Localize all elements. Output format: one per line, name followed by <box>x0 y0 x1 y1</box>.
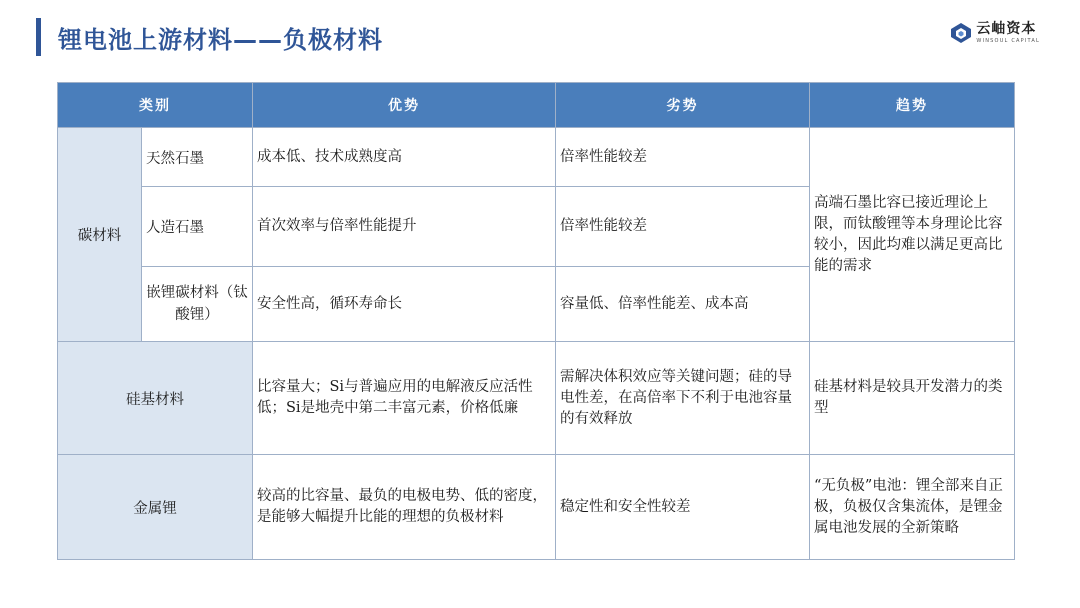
header-disadvantages: 劣势 <box>556 83 810 128</box>
advantage-cell: 较高的比容量、最负的电极电势、低的密度，是能够大幅提升比能的理想的负极材料 <box>253 455 556 560</box>
anode-materials-table <box>57 82 1015 560</box>
header-advantages: 优势 <box>253 83 556 128</box>
table-row <box>58 455 1015 560</box>
disadvantage-cell: 需解决体积效应等关键问题；硅的导电性差，在高倍率下不利于电池容量的有效释放 <box>556 342 810 455</box>
logo-english-name: WINSOUL CAPITAL <box>976 38 1040 44</box>
logo-icon <box>950 22 972 44</box>
trend-silicon: 硅基材料是较具开发潜力的类型 <box>810 342 1015 455</box>
table-row <box>58 128 1015 187</box>
disadvantage-cell: 容量低、倍率性能差、成本高 <box>556 267 810 342</box>
subcategory-artificial-graphite: 人造石墨 <box>142 187 253 267</box>
header-trend: 趋势 <box>810 83 1015 128</box>
advantage-cell: 安全性高，循环寿命长 <box>253 267 556 342</box>
table-header-row <box>58 83 1015 128</box>
header-category: 类别 <box>58 83 253 128</box>
advantage-cell: 首次效率与倍率性能提升 <box>253 187 556 267</box>
trend-lithium-metal: “无负极”电池：锂全部来自正极，负极仅含集流体，是锂金属电池发展的全新策略 <box>810 455 1015 560</box>
table-row <box>58 342 1015 455</box>
category-lithium-metal: 金属锂 <box>58 455 253 560</box>
disadvantage-cell: 倍率性能较差 <box>556 128 810 187</box>
title-accent-bar <box>36 18 41 56</box>
brand-logo <box>950 22 1040 44</box>
logo-chinese-name: 云岫资本 <box>976 21 1037 37</box>
category-silicon: 硅基材料 <box>58 342 253 455</box>
subcategory-lithium-titanate: 嵌锂碳材料（钛酸锂） <box>142 267 253 342</box>
disadvantage-cell: 稳定性和安全性较差 <box>556 455 810 560</box>
subcategory-natural-graphite: 天然石墨 <box>142 128 253 187</box>
page-title: 锂电池上游材料——负极材料 <box>58 26 383 54</box>
advantage-cell: 比容量大；Si与普遍应用的电解液反应活性低；Si是地壳中第二丰富元素，价格低廉 <box>253 342 556 455</box>
category-carbon: 碳材料 <box>58 128 142 342</box>
disadvantage-cell: 倍率性能较差 <box>556 187 810 267</box>
advantage-cell: 成本低、技术成熟度高 <box>253 128 556 187</box>
trend-carbon: 高端石墨比容已接近理论上限，而钛酸锂等本身理论比容较小，因此均难以满足更高比能的需求 <box>810 128 1015 342</box>
